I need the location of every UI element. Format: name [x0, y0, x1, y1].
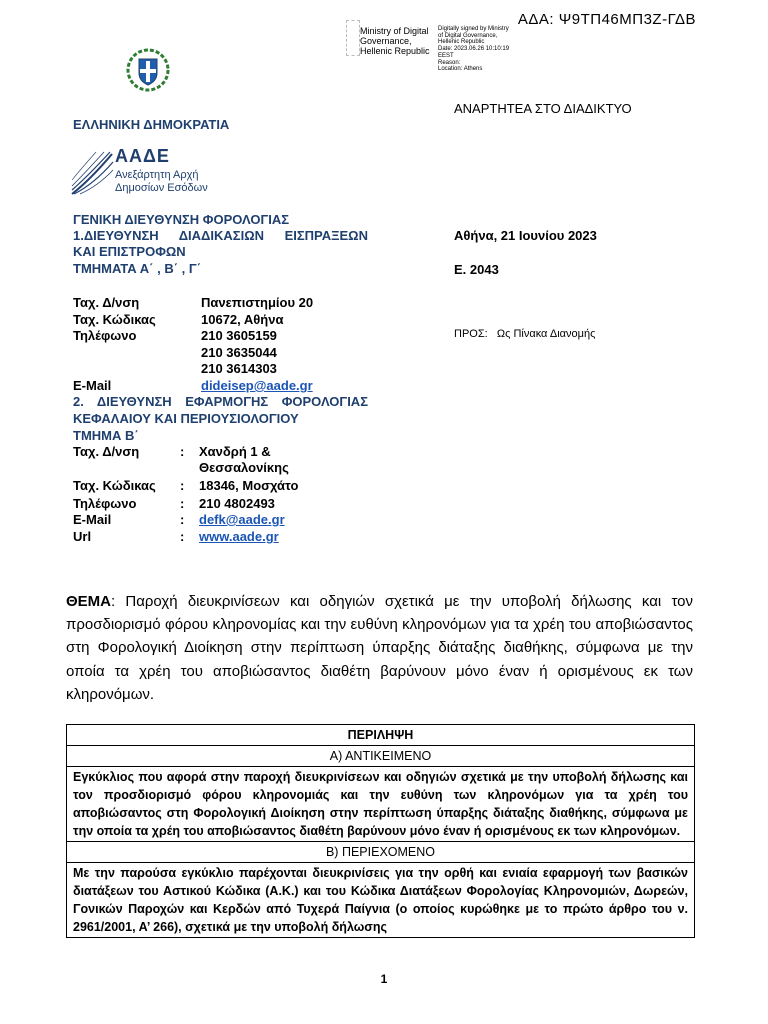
sender1-phone-label: Τηλέφωνο — [73, 328, 137, 343]
sender2-zip-value: 18346, Μοσχάτο — [199, 478, 299, 493]
sender1-phone-1: 210 3605159 — [201, 328, 277, 343]
sender2-url-label: Url — [73, 529, 92, 544]
subject-paragraph — [66, 590, 693, 706]
sender2-email-link[interactable]: defk@aade.gr — [199, 512, 285, 527]
sender2-address-value-2: Θεσσαλονίκης — [199, 460, 289, 475]
document-date: Αθήνα, 21 Ιουνίου 2023 — [454, 228, 597, 243]
section-b-title: Β) ΠΕΡΙΕΧΟΜΕΝΟ — [67, 842, 695, 863]
sender1-email-link[interactable]: dideisep@aade.gr — [201, 378, 313, 393]
sender2-directorate: 2. ΔΙΕΥΘΥΝΣΗ ΕΦΑΡΜΟΓΗΣ ΦΟΡΟΛΟΓΙΑΣ — [73, 394, 368, 409]
sender2-directorate-cont: ΚΕΦΑΛΑΙΟΥ ΚΑΙ ΠΕΡΙΟΥΣΙΟΛΟΓΙΟΥ — [73, 411, 299, 426]
signature-details: Digitally signed by Ministry of Digital Governance, Hellenic Republic Date: 2023.06.26 10:10:19 EEST Reason: Location: Athens — [438, 26, 510, 73]
sender1-zip-label: Ταχ. Κώδικας — [73, 312, 156, 327]
sender1-phone-3: 210 3614303 — [201, 361, 277, 376]
publish-note: ΑΝΑΡΤΗΤΕΑ ΣΤΟ ΔΙΑΔΙΚΤΥΟ — [454, 101, 632, 116]
summary-table — [66, 724, 695, 938]
logo-subtitle: Ανεξάρτητη Αρχή Δημοσίων Εσόδων — [115, 169, 208, 194]
sender2-zip-colon: : — [180, 478, 185, 493]
sender1-directorate-cont: ΚΑΙ ΕΠΙΣΤΡΟΦΩΝ — [73, 244, 186, 259]
sender1-zip-value: 10672, Αθήνα — [201, 312, 284, 327]
sender1-email-label: E-Mail — [73, 378, 112, 393]
subject-text: : Παροχή διευκρινίσεων και οδηγιών σχετικά με την υποβολή δήλωσης και τον προσδιορισμό φόρου κληρονομίας και την ευθύνη κληρονόμων για τα χρέη του αποβιώσαντος στη Φορολογική Διοίκηση στην περίπτωση ύπαρξης διάταξης διαθήκης, σύμφωνα με την οποία τα χρέη του αποβιώσαντος διαθέτη βαρύνουν μόνο έναν ή ορισμένους εκ των κληρονόμων. — [66, 593, 693, 703]
sender2-address-value-1: Χανδρή 1 & — [199, 444, 271, 459]
sender2-url-link[interactable]: www.aade.gr — [199, 529, 279, 544]
sender2-email-label: E-Mail — [73, 512, 112, 527]
subject-label: ΘΕΜΑ — [66, 593, 111, 610]
protocol-number: Ε. 2043 — [454, 262, 499, 277]
sender2-address-label: Ταχ. Δ/νση — [73, 444, 140, 459]
sender1-phone-2: 210 3635044 — [201, 345, 277, 360]
sender1-directorate: 1.ΔΙΕΥΘΥΝΣΗ ΔΙΑΔΙΚΑΣΙΩΝ ΕΙΣΠΡΑΞΕΩΝ — [73, 228, 368, 243]
sender2-address-colon: : — [180, 444, 185, 459]
signature-mark — [346, 20, 360, 56]
republic-heading: ΕΛΛΗΝΙΚΗ ΔΗΜΟΚΡΑΤΙΑ — [73, 117, 230, 132]
sender1-general-directorate: ΓΕΝΙΚΗ ΔΙΕΥΘΥΝΣΗ ΦΟΡΟΛΟΓΙΑΣ — [73, 212, 290, 227]
recipients: ΠΡΟΣ: Ως Πίνακα Διανομής — [454, 328, 596, 340]
aade-logo-icon — [70, 150, 114, 196]
sender2-url-colon: : — [180, 529, 185, 544]
sender2-phone-colon: : — [180, 496, 185, 511]
section-a-text: Εγκύκλιος που αφορά στην παροχή διευκρινίσεων και οδηγιών σχετικά με την υποβολή δήλωσης και τον προσδιορισμό φόρου κληρονομιάς και την ευθύνη των κληρονόμων για τα χρέη του αποβιώσαντος στη Φορολογική Διοίκηση στην περίπτωση ύπαρξης διάταξης διαθήκης, σύμφωνα με την οποία τα χρέη του αποβιώσαντος διαθέτη βαρύνουν μόνο έναν ή ορισμένους εκ των κληρονόμων. — [67, 767, 695, 842]
section-a-title: Α) ΑΝΤΙΚΕΙΜΕΝΟ — [67, 746, 695, 767]
page-number: 1 — [380, 972, 388, 986]
sender1-address-value: Πανεπιστημίου 20 — [201, 295, 314, 310]
sender2-zip-label: Ταχ. Κώδικας — [73, 478, 156, 493]
signer-name: Ministry of Digital Governance, Hellenic Republic — [360, 26, 430, 56]
logo-title: ΑΑΔΕ — [115, 146, 170, 166]
sender1-address-label: Ταχ. Δ/νση — [73, 295, 140, 310]
section-b-text: Με την παρούσα εγκύκλιο παρέχονται διευκρινίσεις για την ορθή και ενιαία εφαρμογή των βασικών διατάξεων του Αστικού Κώδικα (Α.Κ.) και του Κώδικα Διατάξεων Φορολογίας Κληρονομιών, Δωρεών, Γονικών Παροχών και Κερδών από Τυχερά Παίγνια (ο οποίος κυρώθηκε με το πρώτο άρθρο του ν. 2961/2001, Α’ 266), σχετικά με την υποβολή δήλωσης — [67, 863, 695, 938]
ada-code: ΑΔΑ: Ψ9ΤΠ46ΜΠ3Ζ-ΓΔΒ — [517, 11, 696, 28]
sender1-departments: ΤΜΗΜΑΤΑ Α΄ , Β΄ , Γ΄ — [73, 261, 202, 276]
summary-title: ΠΕΡΙΛΗΨΗ — [67, 725, 695, 746]
greek-coat-of-arms-icon — [125, 47, 171, 93]
sender2-phone-label: Τηλέφωνο — [73, 496, 137, 511]
sender2-department: ΤΜΗΜΑ Β΄ — [73, 428, 139, 443]
sender2-phone-value: 210 4802493 — [199, 496, 275, 511]
sender2-email-colon: : — [180, 512, 185, 527]
